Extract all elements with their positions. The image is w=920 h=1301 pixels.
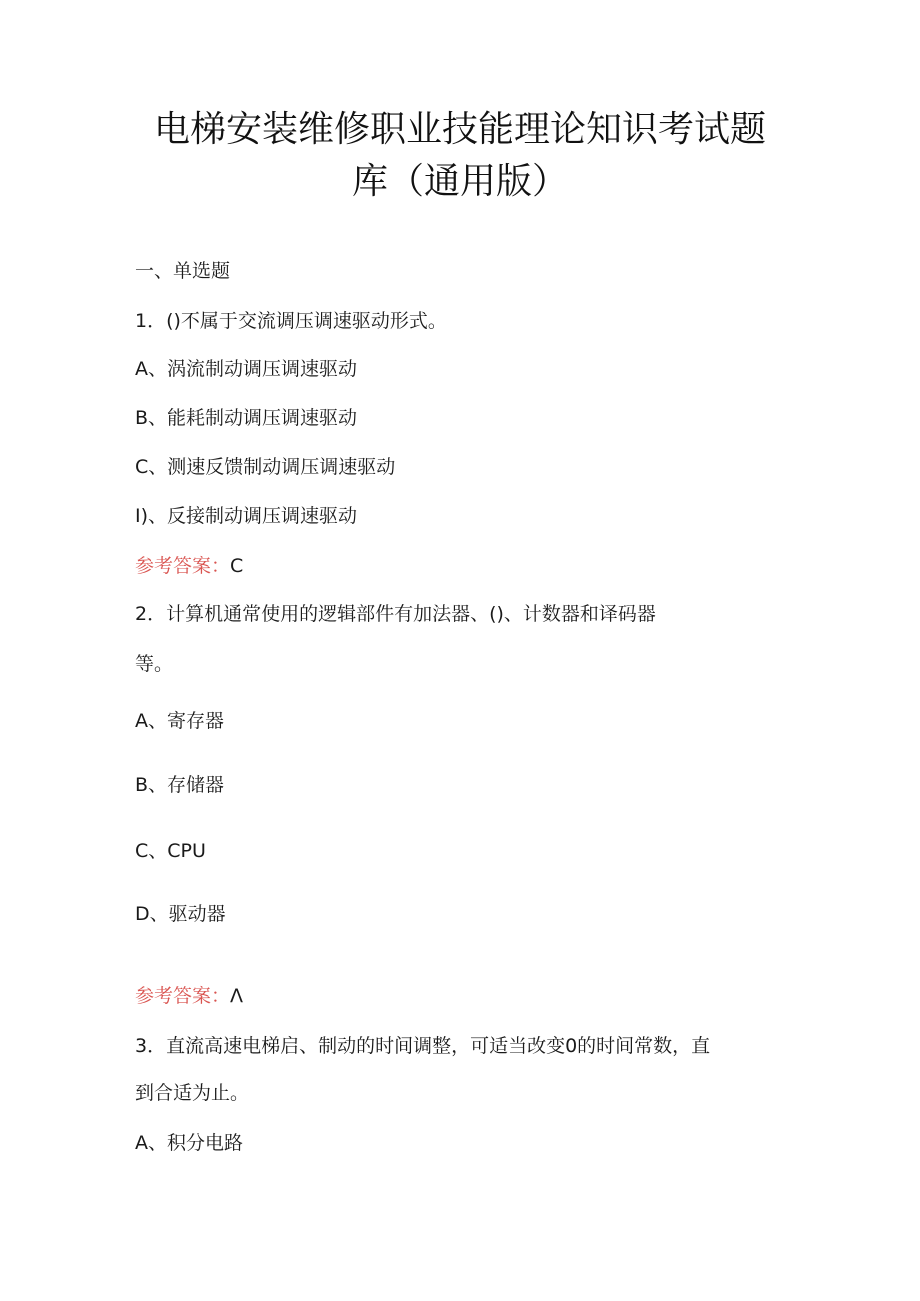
question-2-answer <box>135 983 243 1009</box>
question-2-answer-label: 参考答案： <box>135 985 231 1007</box>
question-2-option-a: A、寄存器 <box>135 710 224 732</box>
question-2-option-d: D、驱动器 <box>135 903 226 925</box>
question-1-option-a: A、涡流制动调压调速驱动 <box>135 358 357 380</box>
question-2-option-b: B、存储器 <box>135 774 225 796</box>
question-1-stem: 1．()不属于交流调压调速驱动形式。 <box>135 310 447 332</box>
question-1-option-d: I)、反接制动调压调速驱动 <box>135 505 358 527</box>
document-title-line-1: 电梯安装维修职业技能理论知识考试题 <box>153 109 766 150</box>
section-heading: 一、单选题 <box>135 260 231 282</box>
question-1-option-b: B、能耗制动调压调速驱动 <box>135 407 358 429</box>
question-3-stem-line-1: 3．直流高速电梯启、制动的时间调整，可适当改变0的时间常数，直 <box>135 1035 711 1057</box>
question-1-option-c: C、测速反馈制动调压调速驱动 <box>135 456 396 478</box>
document-title-line-2: 库（通用版） <box>351 161 568 202</box>
question-1-answer-value: C <box>230 555 244 577</box>
question-2-stem-line-2: 等。 <box>135 653 174 675</box>
question-1-answer <box>135 553 243 579</box>
question-2-answer-value: Λ <box>230 985 244 1007</box>
question-3-stem-line-2: 到合适为止。 <box>135 1082 250 1104</box>
question-3-option-a: A、积分电路 <box>135 1132 243 1154</box>
question-1-answer-label: 参考答案： <box>135 555 231 577</box>
question-2-option-c: C、CPU <box>135 840 206 862</box>
question-2-stem-line-1: 2．计算机通常使用的逻辑部件有加法器、()、计数器和译码器 <box>135 603 656 625</box>
